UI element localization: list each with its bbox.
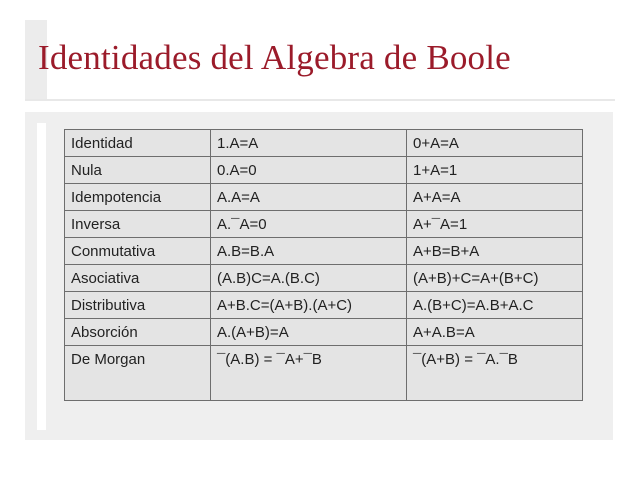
title-divider	[25, 99, 615, 101]
identity-and-cell: 0.A=0	[211, 157, 407, 184]
identity-or-cell: ¯(A+B) = ¯A.¯B	[407, 346, 583, 401]
identity-and-cell: ¯(A.B) = ¯A+¯B	[211, 346, 407, 401]
identity-or-cell: A+A.B=A	[407, 319, 583, 346]
identity-or-cell: A+¯A=1	[407, 211, 583, 238]
identity-name-cell: Idempotencia	[65, 184, 211, 211]
identity-name-cell: Asociativa	[65, 265, 211, 292]
identity-or-cell: A+A=A	[407, 184, 583, 211]
identity-name-cell: Conmutativa	[65, 238, 211, 265]
panel-accent-bar	[37, 123, 46, 430]
table-row	[65, 292, 583, 319]
table-row	[65, 346, 583, 401]
identity-name-cell: Nula	[65, 157, 211, 184]
identity-name-cell: Inversa	[65, 211, 211, 238]
identity-and-cell: 1.A=A	[211, 130, 407, 157]
identity-and-cell: A+B.C=(A+B).(A+C)	[211, 292, 407, 319]
identity-and-cell: A.B=B.A	[211, 238, 407, 265]
table-row	[65, 130, 583, 157]
identity-and-cell: (A.B)C=A.(B.C)	[211, 265, 407, 292]
identity-or-cell: 0+A=A	[407, 130, 583, 157]
identity-name-cell: De Morgan	[65, 346, 211, 401]
identity-name-cell: Absorción	[65, 319, 211, 346]
identity-and-cell: A.¯A=0	[211, 211, 407, 238]
identity-or-cell: A+B=B+A	[407, 238, 583, 265]
identity-and-cell: A.(A+B)=A	[211, 319, 407, 346]
identity-or-cell: 1+A=1	[407, 157, 583, 184]
table-row	[65, 157, 583, 184]
identity-or-cell: A.(B+C)=A.B+A.C	[407, 292, 583, 319]
table-row	[65, 265, 583, 292]
table-row	[65, 211, 583, 238]
table-row	[65, 319, 583, 346]
identity-or-cell: (A+B)+C=A+(B+C)	[407, 265, 583, 292]
identity-name-cell: Distributiva	[65, 292, 211, 319]
page-title: Identidades del Algebra de Boole	[38, 38, 511, 77]
table-row	[65, 184, 583, 211]
table-row	[65, 238, 583, 265]
identities-table	[64, 129, 583, 401]
identity-name-cell: Identidad	[65, 130, 211, 157]
identity-and-cell: A.A=A	[211, 184, 407, 211]
